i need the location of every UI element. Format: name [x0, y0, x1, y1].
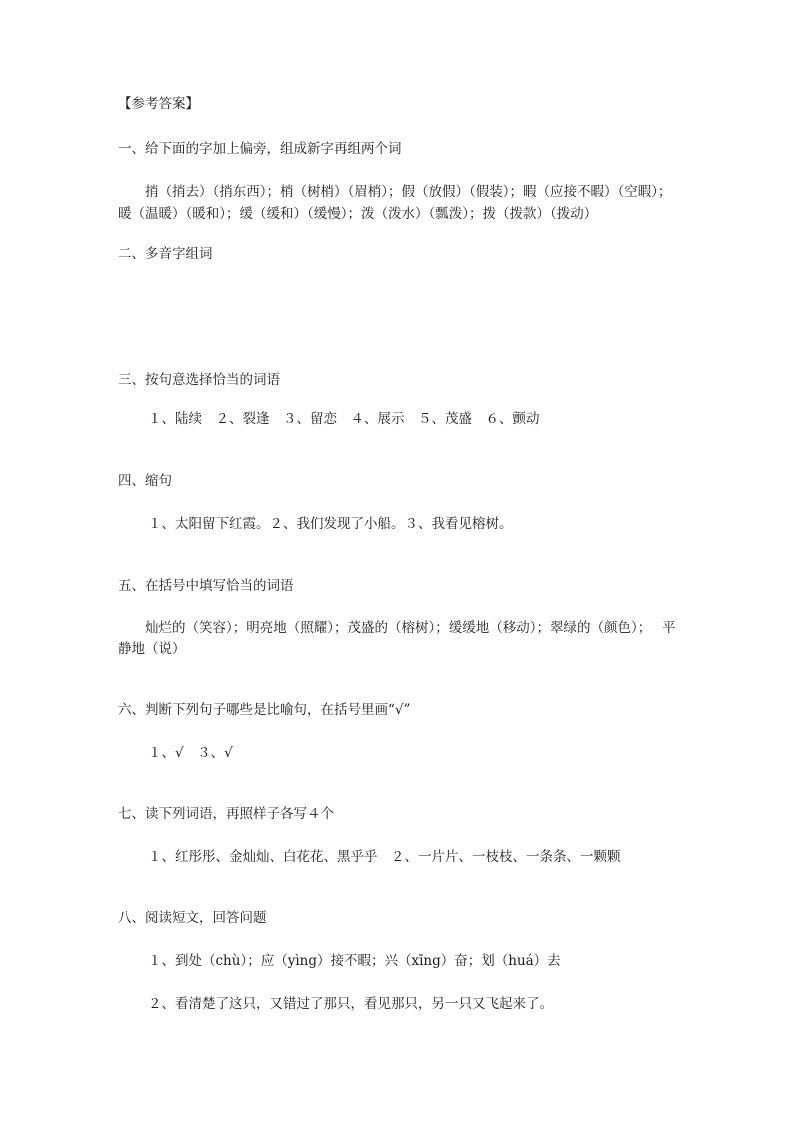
section-5-answer-line-1-end: 平 [662, 620, 676, 636]
section-4-heading: 四、缩句 [118, 473, 172, 489]
section-5-answer-line-1: 灿烂的（笑容）；明亮地（照耀）；茂盛的（榕树）；缓缓地（移动）；翠绿的（颜色）； [145, 620, 652, 636]
section-7-answer: １、红彤彤、金灿灿、白花花、黑乎乎 ２、一片片、一枝枝、一条条、一颗颗 [148, 849, 621, 865]
document-title: 【参考答案】 [118, 96, 199, 112]
section-3-heading: 三、按句意选择恰当的词语 [118, 372, 280, 388]
section-6-heading: 六、判断下列句子哪些是比喻句，在括号里画“√” [118, 702, 411, 718]
section-2-heading: 二、多音字组词 [118, 246, 213, 262]
section-1-heading: 一、给下面的字加上偏旁，组成新字再组两个词 [118, 141, 402, 157]
section-6-answer: １、√ ３、√ [148, 745, 233, 761]
section-7-heading: 七、读下列词语，再照样子各写４个 [118, 806, 334, 822]
section-8-answer-1: １、到处（chù）；应（yìng）接不暇；兴（xīng）奋；划（huá）去 [148, 953, 561, 969]
section-1-answer-line-2: 暖（温暖）（暖和）；缓（缓和）（缓慢）；泼（泼水）（瓢泼）；拨（拨款）（拨动） [118, 206, 598, 222]
section-5-heading: 五、在括号中填写恰当的词语 [118, 578, 294, 594]
section-8-answer-2: ２、看清楚了这只，又错过了那只，看见那只，另一只又飞起来了。 [148, 996, 553, 1012]
section-1-answer-line-1: 捎（捎去）（捎东西）；梢（树梢）（眉梢）；假（放假）（假装）；暇（应接不暇）（空暇）； [145, 184, 672, 200]
section-5-answer-line-2: 静地（说） [118, 641, 186, 657]
section-3-answer: １、陆续 ２、裂逢 ３、留恋 ４、展示 ５、茂盛 ６、颤动 [148, 411, 540, 427]
section-8-heading: 八、阅读短文，回答问题 [118, 910, 267, 926]
section-4-answer: １、太阳留下红霞。２、我们发现了小船。３、我看见榕树。 [148, 516, 513, 532]
